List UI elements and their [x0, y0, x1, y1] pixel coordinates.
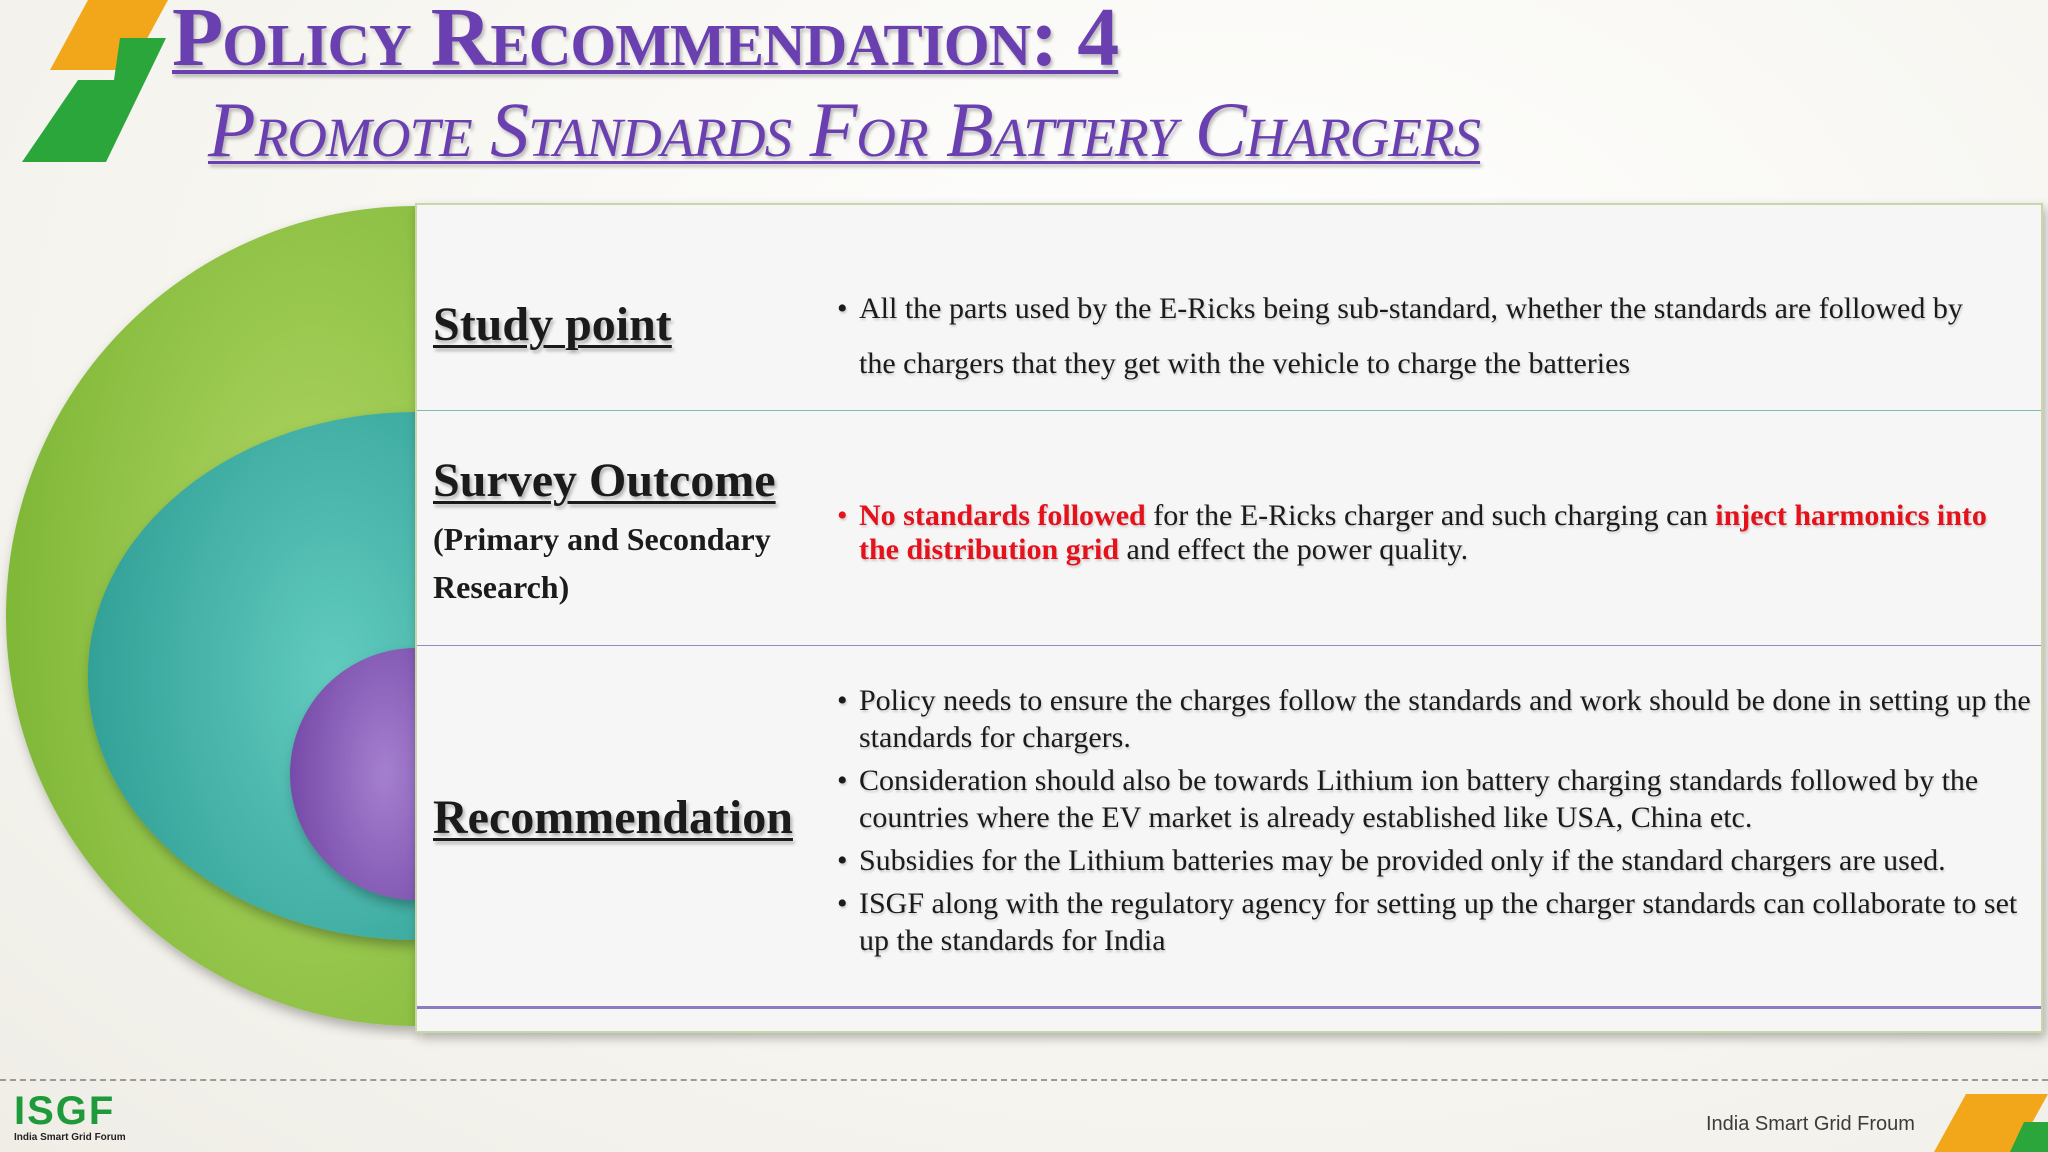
study-point-bullet: • All the parts used by the E-Ricks being sub-standard, whether the standards are followed by the chargers that they get with the vehicle to charge the batteries	[837, 281, 2001, 391]
survey-text-part-end: and effect the power quality.	[1119, 533, 1469, 566]
recommendation-heading: Recommendation	[433, 791, 793, 844]
survey-text-part: for the E-Ricks charger and such charging can	[1145, 499, 1716, 532]
recommendation-bullet: • ISGF along with the regulatory agency for setting up the charger standards can collaborate to set up the standards for India	[837, 885, 2035, 959]
survey-outcome-subheading: (Primary and Secondary Research)	[433, 521, 771, 605]
survey-outcome-list	[837, 499, 2031, 567]
study-point-list	[837, 281, 2001, 391]
concentric-rings-graphic	[0, 200, 420, 1040]
isgf-logo-text: ISGF	[14, 1089, 116, 1133]
recommendation-bullet: • Policy needs to ensure the charges follow the standards and work should be done in setting up the standards for chargers.	[837, 682, 2035, 756]
study-point-heading: Study point	[433, 298, 672, 351]
page-subtitle: Promote Standards For Battery Chargers	[208, 86, 1481, 173]
footer-corner-stripe-icon	[1924, 1094, 2048, 1152]
isgf-arrow-logo-icon	[18, 0, 178, 170]
content-panel	[415, 203, 2043, 1033]
recommendation-row	[417, 645, 2041, 1006]
highlight-no-standards: No standards followed	[859, 499, 1146, 532]
survey-outcome-row	[417, 410, 2041, 646]
isgf-logo-subtext: India Smart Grid Forum	[14, 1132, 126, 1143]
recommendation-bullet: • Consideration should also be towards Lithium ion battery charging standards followed by the countries where the EV market is already established like USA, China etc.	[837, 762, 2035, 836]
study-point-row	[417, 205, 2041, 410]
page-title: Policy Recommendation: 4	[172, 0, 1119, 84]
isgf-footer-logo	[14, 1090, 164, 1144]
footer-divider	[0, 1079, 2048, 1081]
survey-outcome-bullet	[837, 499, 2031, 567]
highlight-harmonics: inject harmonics into the distribution grid	[859, 499, 1987, 566]
footer-org-name: India Smart Grid Froum	[1706, 1113, 1915, 1135]
survey-outcome-heading: Survey Outcome	[433, 454, 776, 507]
recommendation-list	[837, 682, 2035, 959]
recommendation-bullet: • Subsidies for the Lithium batteries may be provided only if the standard chargers are used.	[837, 842, 2035, 879]
